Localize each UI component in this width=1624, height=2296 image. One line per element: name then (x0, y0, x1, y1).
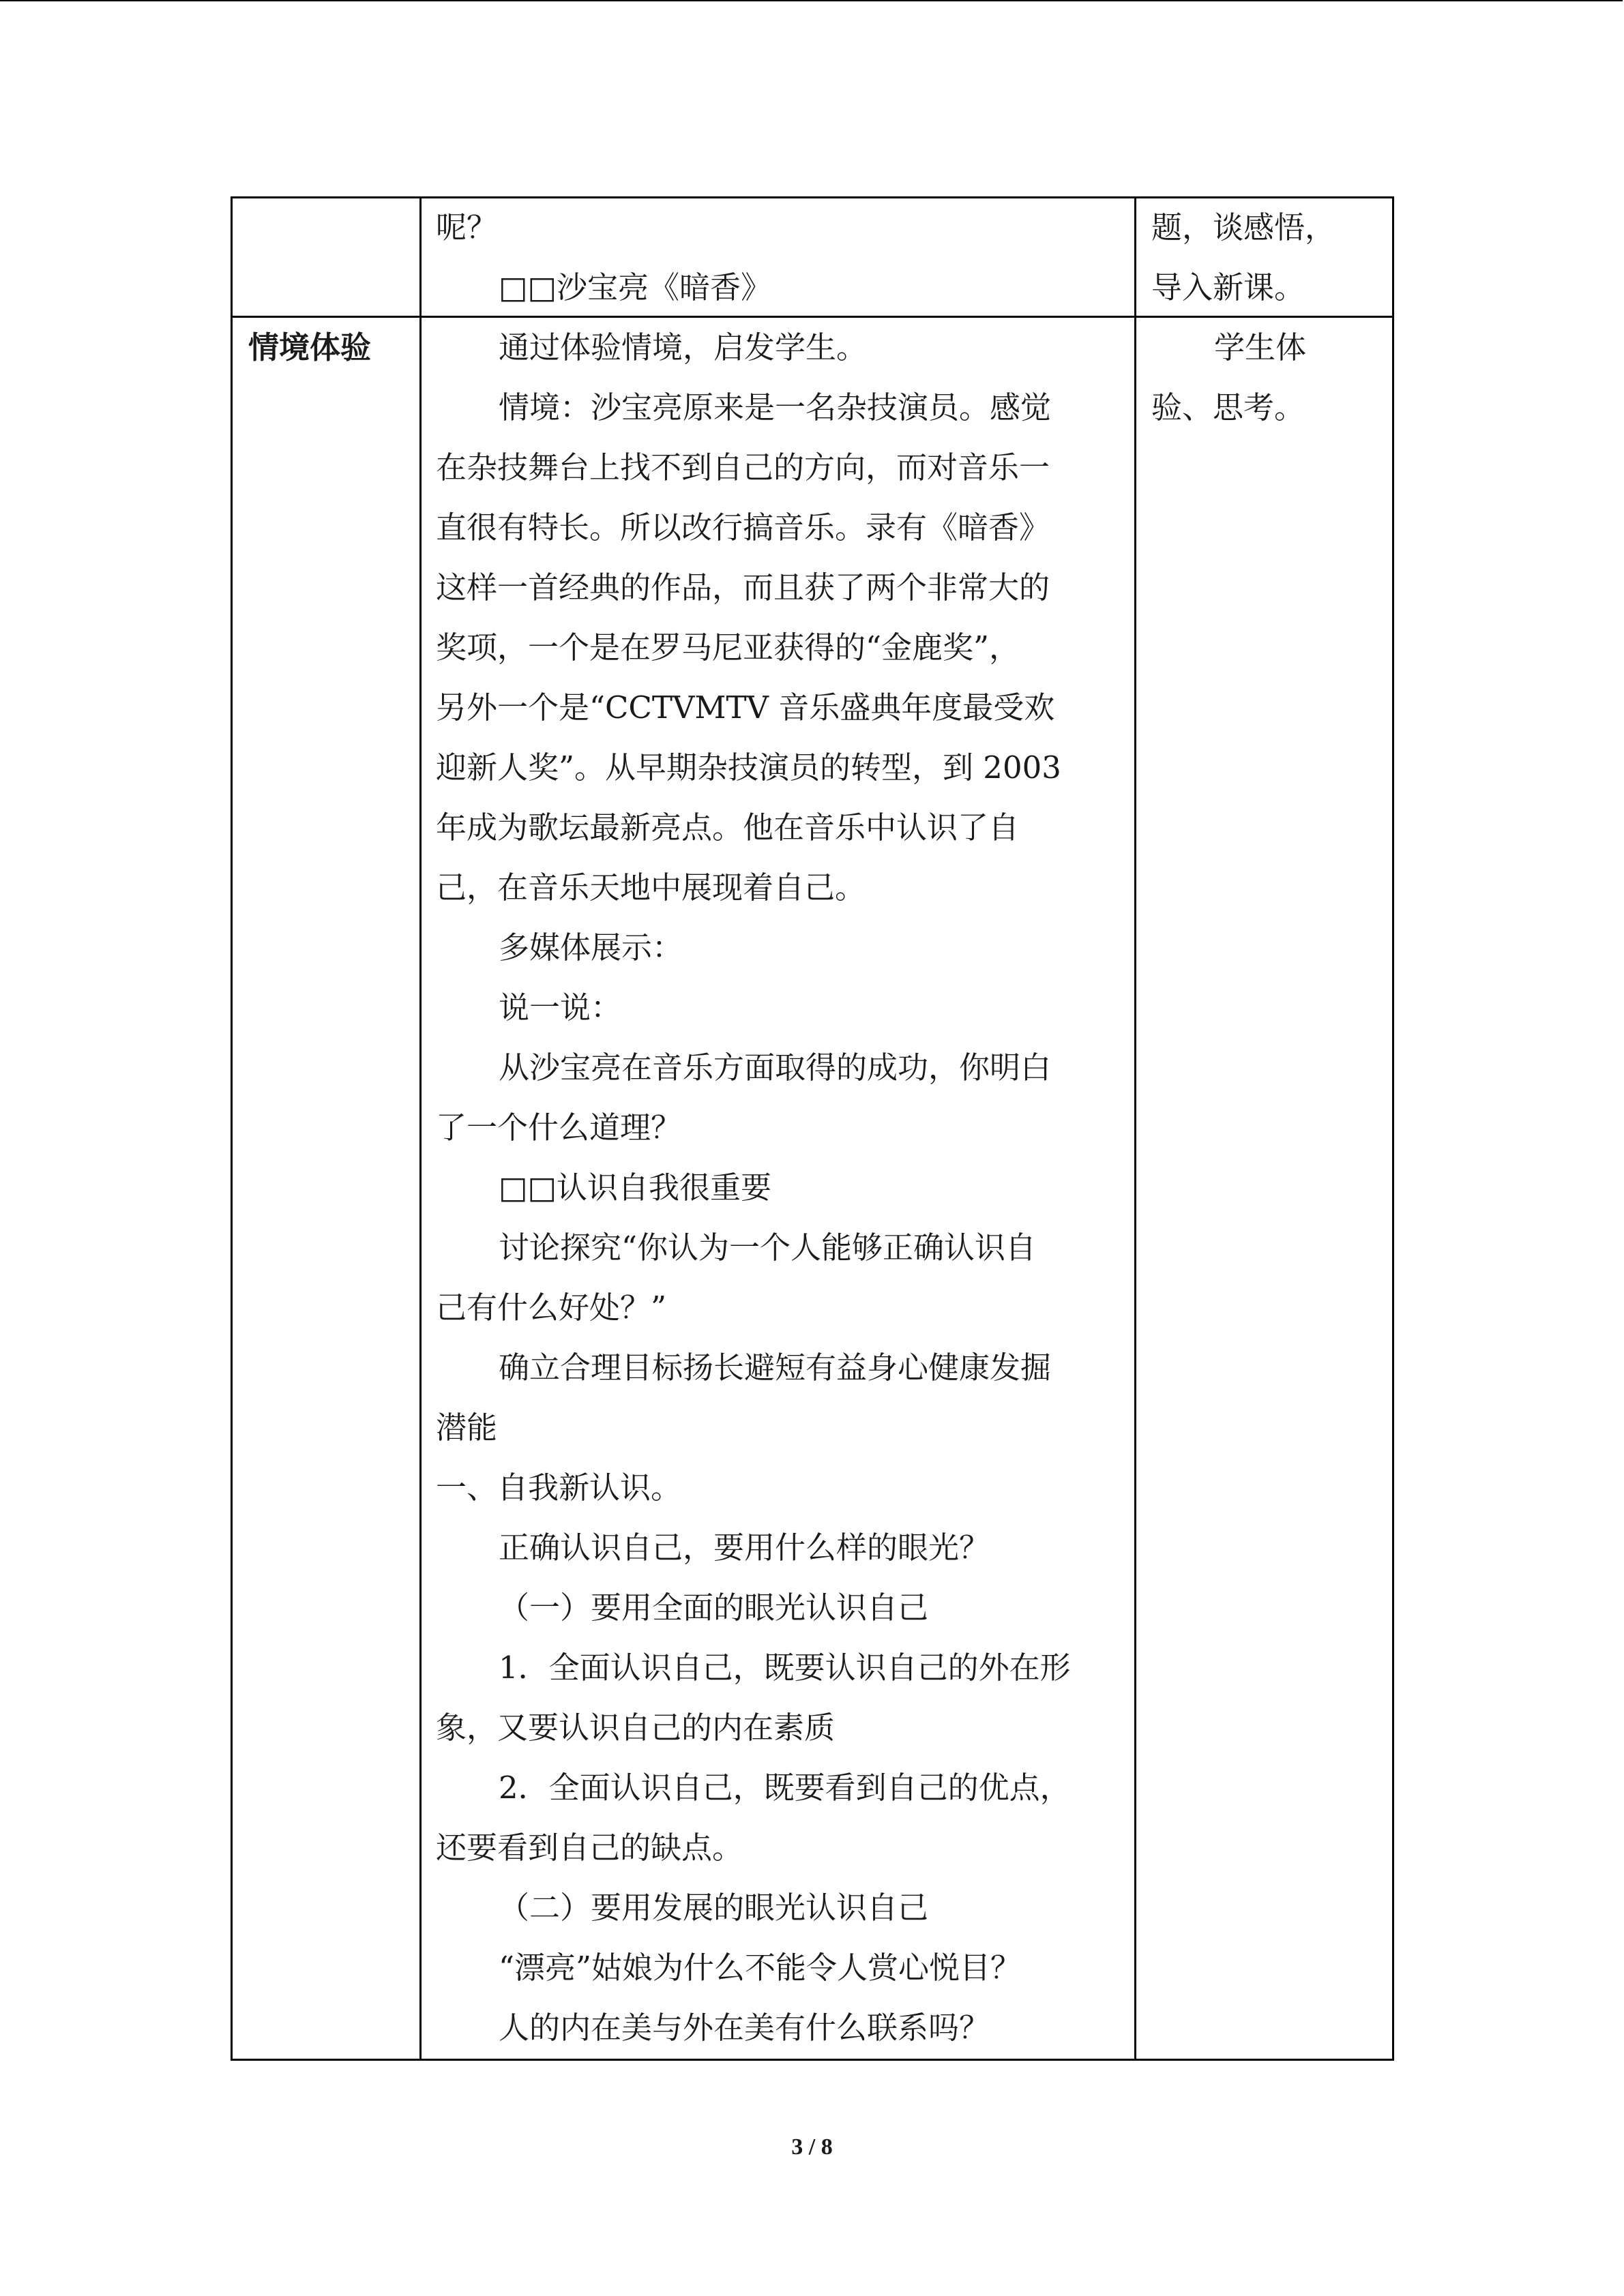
content-line: □□沙宝亮《暗香》 (499, 269, 772, 305)
content-line: 通过体验情境，启发学生。 (499, 329, 868, 366)
content-line: 了一个什么道理？ (436, 1109, 682, 1146)
content-line: 讨论探究“你认为一个人能够正确认识自 (499, 1229, 1037, 1266)
column-divider-2 (1134, 196, 1136, 2061)
content-line: （二）要用发展的眼光认识自己 (499, 1890, 929, 1926)
content-line: 情境：沙宝亮原来是一名杂技演员。感觉 (499, 389, 1052, 426)
column-divider-1 (419, 196, 422, 2061)
content-line: “漂亮”姑娘为什么不能令人赏心悦目？ (499, 1950, 1022, 1986)
table-border-bottom (231, 2059, 1394, 2061)
table-border-right (1392, 196, 1394, 2061)
activity-line: 验、思考。 (1151, 389, 1305, 426)
content-line: 多媒体展示： (499, 929, 683, 966)
content-line: 象，又要认识自己的内在素质 (436, 1710, 836, 1746)
content-line: □□认识自我很重要 (499, 1169, 772, 1206)
content-line: 另外一个是“CCTVMTV 音乐盛典年度最受欢 (436, 689, 1055, 726)
content-line: 从沙宝亮在音乐方面取得的成功，你明白 (499, 1049, 1052, 1086)
content-line: 潜能 (436, 1410, 498, 1446)
content-line: 这样一首经典的作品，而且获了两个非常大的 (436, 569, 1050, 606)
content-line: 还要看到自己的缺点。 (436, 1830, 743, 1866)
row-2-label: 情境体验 (248, 329, 372, 366)
table-border-left (231, 196, 233, 2061)
page-number: 3 / 8 (791, 2134, 833, 2160)
content-line: 在杂技舞台上找不到自己的方向，而对音乐一 (436, 449, 1050, 486)
content-line: 年成为歌坛最新亮点。他在音乐中认识了自 (436, 809, 1020, 846)
content-line: 2．全面认识自己，既要看到自己的优点， (499, 1770, 1071, 1806)
content-line: （一）要用全面的眼光认识自己 (499, 1590, 929, 1626)
content-line: 迎新人奖”。从早期杂技演员的转型，到 2003 (436, 749, 1061, 786)
content-line: 直很有特长。所以改行搞音乐。录有《暗香》 (436, 509, 1050, 546)
activity-line: 题，谈感悟， (1151, 209, 1336, 245)
page-top-border (0, 0, 1623, 1)
content-line: 己有什么好处？” (436, 1289, 667, 1326)
activity-line: 学生体 (1214, 329, 1307, 366)
content-line: 一、自我新认识。 (436, 1470, 682, 1506)
lesson-plan-table (231, 196, 1394, 2061)
content-line: 1．全面认识自己，既要认识自己的外在形 (499, 1650, 1071, 1686)
content-line: 己，在音乐天地中展现着自己。 (436, 869, 866, 906)
content-line: 说一说： (499, 989, 622, 1026)
content-line: 呢？ (436, 209, 498, 245)
content-line: 奖项，一个是在罗马尼亚获得的“金鹿奖”， (436, 629, 1020, 666)
activity-line: 导入新课。 (1151, 269, 1305, 305)
content-line: 确立合理目标扬长避短有益身心健康发掘 (499, 1350, 1052, 1386)
content-line: 人的内在美与外在美有什么联系吗？ (499, 2010, 990, 2046)
content-line: 正确认识自己，要用什么样的眼光？ (499, 1530, 990, 1566)
